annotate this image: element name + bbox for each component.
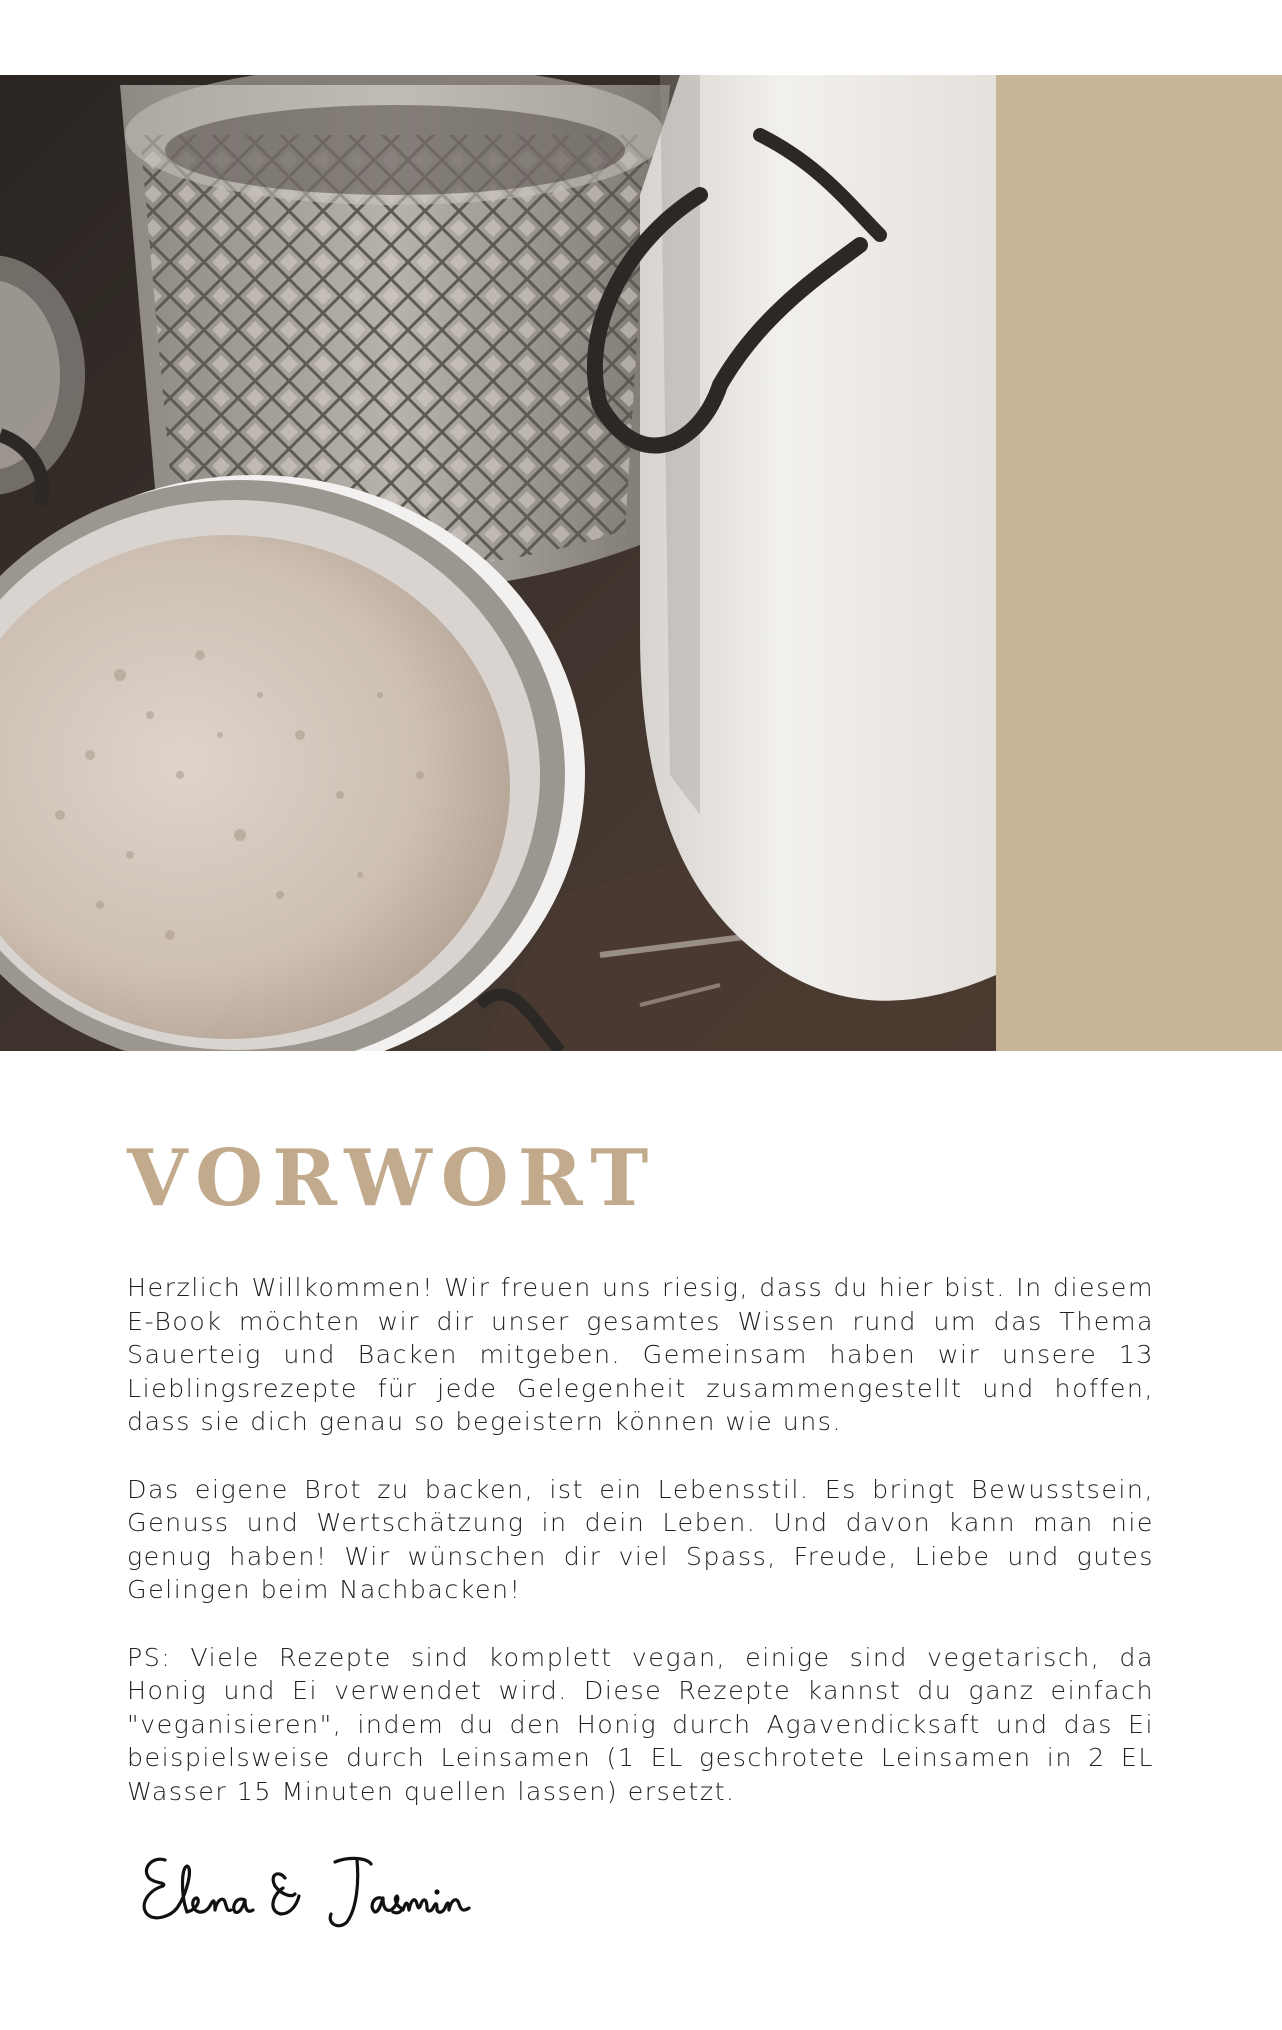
handwritten-signature-icon <box>135 1838 505 1933</box>
foreword-text <box>127 1271 1154 1842</box>
paragraph-ps: PS: Viele Rezepte sind komplett vegan, einige sind vegetarisch, da Honig und Ei verwendet wird. Diese Rezepte kannst du ganz einfach "veganisieren", indem du den Honig durch Agavendicksaft und das Ei beispielsweise durch Leinsamen (1 EL geschrotete Leinsamen in 2 EL Wasser 15 Minuten quellen lassen) ersetzt. <box>127 1642 1154 1806</box>
page-title: VORWORT <box>127 1133 658 1224</box>
signature <box>135 1838 505 1933</box>
paragraph-welcome: Herzlich Willkommen! Wir freuen uns riesig, dass du hier bist. In diesem E-Book möchten wir dir unser gesamtes Wissen rund um das Thema Sauerteig und Backen mitgeben. Gemeinsam haben wir unsere 13 Lieblingsrezepte für jede Gelegenheit zusammengestellt und hoffen, dass sie dich genau so begeistern können wie uns. <box>127 1273 1154 1437</box>
accent-panel <box>996 75 1282 1051</box>
hero-photo <box>0 75 996 1051</box>
sourdough-jars-illustration <box>0 75 996 1051</box>
paragraph-lifestyle: Das eigene Brot zu backen, ist ein Lebensstil. Es bringt Bewusstsein, Genuss und Wertschätzung in dein Leben. Und davon kann man nie genug haben! Wir wünschen dir viel Spass, Freude, Liebe und gutes Gelingen beim Nachbacken! <box>127 1474 1154 1605</box>
